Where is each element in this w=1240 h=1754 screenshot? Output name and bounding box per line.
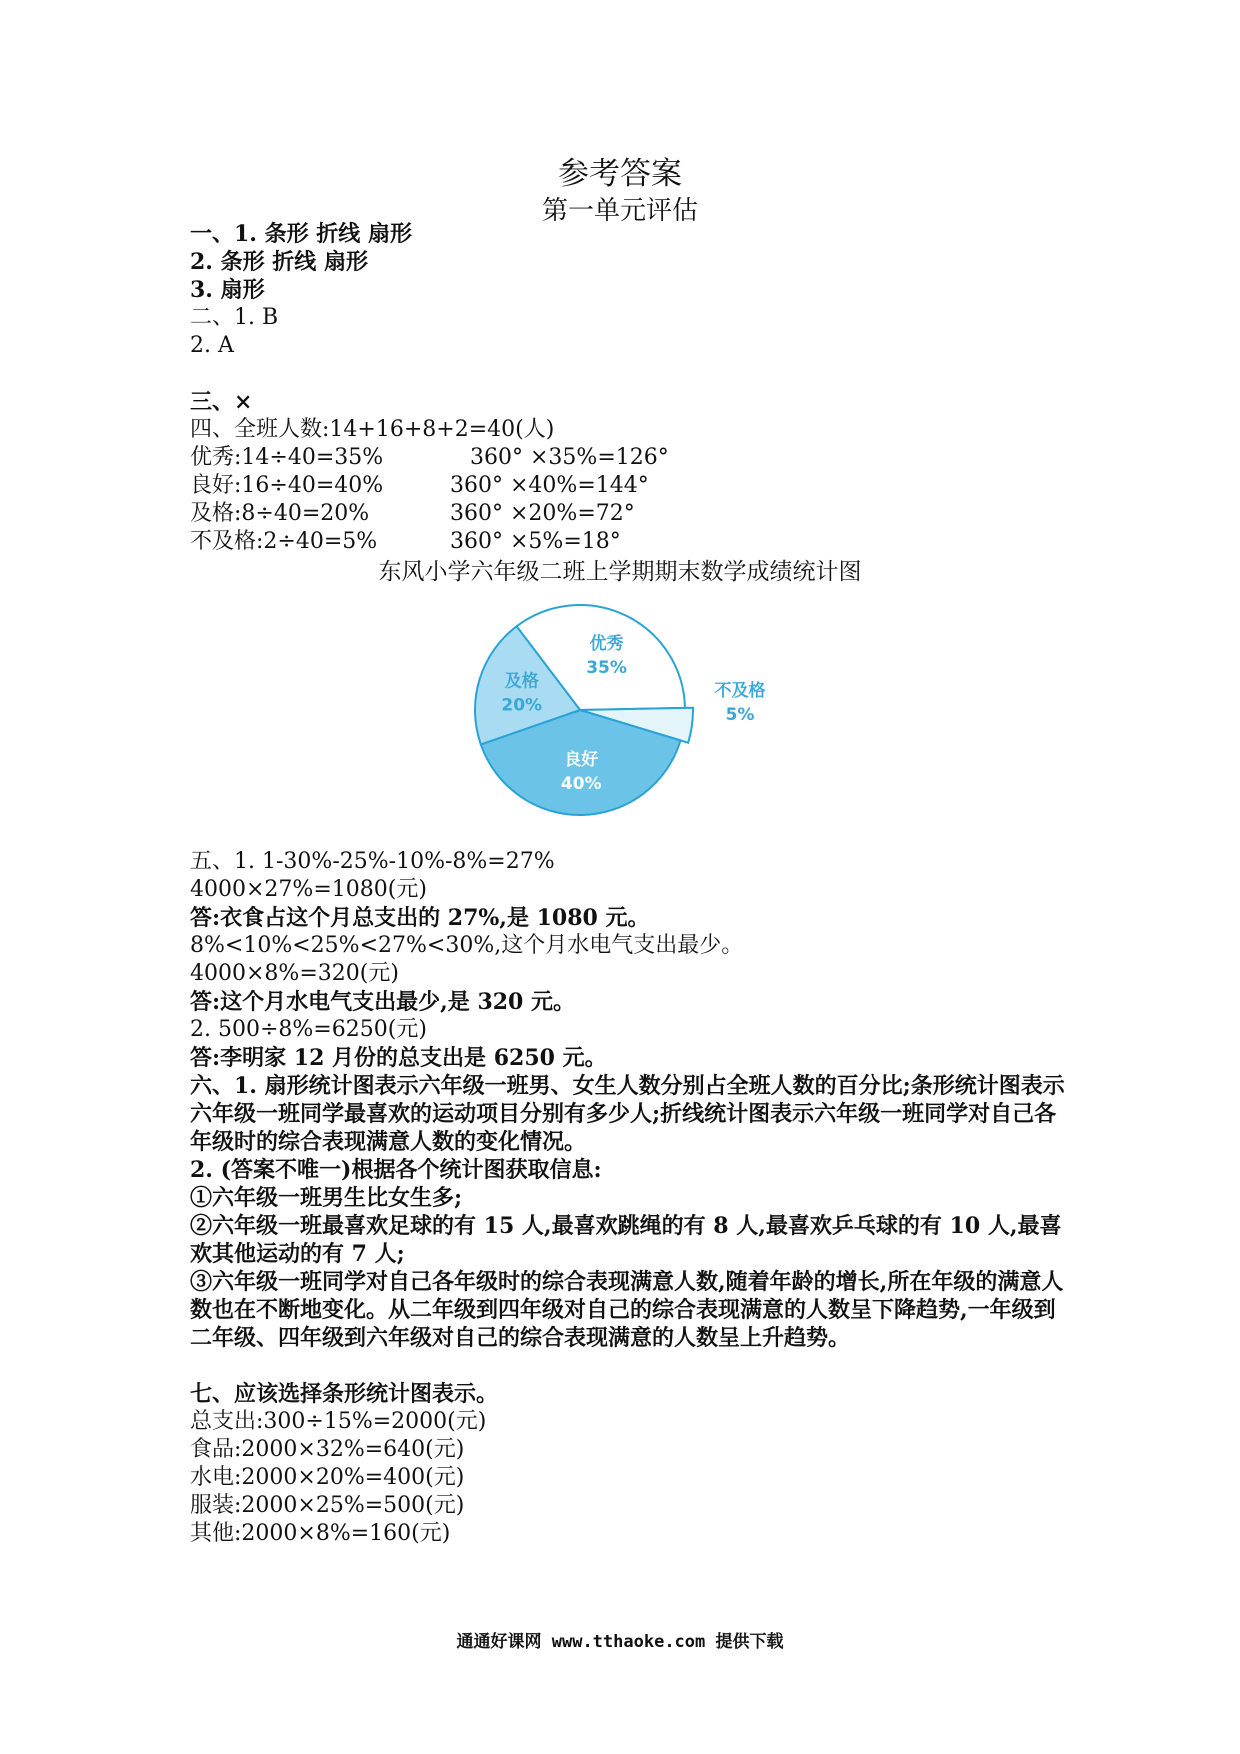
sec6-line3: ①六年级一班男生比女生多; — [190, 1185, 463, 1211]
pie-value-不及格: 5% — [725, 705, 755, 725]
page-title: 参考答案 — [558, 156, 682, 192]
sec7-line3: 食品:2000×32%=640(元) — [190, 1437, 465, 1462]
sec4-row-b: 360° ×40%=144° — [450, 473, 649, 498]
pie-value-优秀: 35% — [586, 658, 627, 679]
sec1-line3: 3. 扇形 — [190, 277, 265, 303]
sec6-line2: 2. (答案不唯一)根据各个统计图获取信息: — [190, 1157, 602, 1183]
sec4-row-b: 360° ×5%=18° — [450, 529, 621, 554]
sec6-para4: ②六年级一班最喜欢足球的有 15 人,最喜欢跳绳的有 8 人,最喜欢乒乓球的有 10 人,最喜欢其他运动的有 7 人; — [190, 1213, 1062, 1267]
sec6-para1: 六、1. 扇形统计图表示六年级一班男、女生人数分别占全班人数的百分比;条形统计图表示六年级一班同学最喜欢的运动项目分别有多少人;折线统计图表示六年级一班同学对自己各年级时的综合表现满意人数的变化情况。 — [190, 1073, 1065, 1155]
sec5-line2: 4000×27%=1080(元) — [190, 877, 427, 902]
sec1-line2: 2. 条形 折线 扇形 — [190, 249, 368, 275]
sec4-row-b: 360° ×35%=126° — [470, 445, 669, 470]
sec7-line6: 其他:2000×8%=160(元) — [190, 1521, 451, 1546]
pie-label-优秀: 优秀 — [589, 634, 624, 655]
sec5-line4: 8%<10%<25%<27%<30%,这个月水电气支出最少。 — [190, 933, 744, 958]
sec4-row-a: 良好:16÷40=40% — [190, 473, 384, 498]
sec2-line1: 二、1. B — [190, 305, 279, 330]
sec5-line3: 答:衣食占这个月总支出的 27%,是 1080 元。 — [190, 905, 650, 931]
sec4-row-b: 360° ×20%=72° — [450, 501, 635, 526]
sec7-line5: 服装:2000×25%=500(元) — [190, 1493, 465, 1518]
sec3-line1: 三、× — [190, 389, 253, 415]
pie-label-及格: 及格 — [504, 671, 539, 692]
pie-label-良好: 良好 — [564, 749, 599, 770]
sec4-row-a: 不及格:2÷40=5% — [190, 529, 378, 554]
sec5-line6: 答:这个月水电气支出最少,是 320 元。 — [190, 989, 576, 1015]
pie-value-及格: 20% — [501, 695, 543, 716]
sec5-line5: 4000×8%=320(元) — [190, 961, 399, 986]
sec5-line8: 答:李明家 12 月份的总支出是 6250 元。 — [190, 1045, 607, 1071]
sec7-line1: 七、应该选择条形统计图表示。 — [190, 1381, 499, 1407]
page-footer: 通通好课网 www.tthaoke.com 提供下载 — [456, 1632, 784, 1652]
sec1-line1: 一、1. 条形 折线 扇形 — [190, 221, 412, 247]
sec4-row-a: 及格:8÷40=20% — [190, 501, 370, 526]
page-subtitle: 第一单元评估 — [541, 196, 698, 226]
pie-value-良好: 40% — [560, 773, 602, 794]
sec5-line7: 2. 500÷8%=6250(元) — [190, 1017, 427, 1042]
sec6-para5: ③六年级一班同学对自己各年级时的综合表现满意人数,随着年龄的增长,所在年级的满意人数也在不断地变化。从二年级到四年级对自己的综合表现满意的人数呈下降趋势,一年级到二年级、四年级到六年级对自己的综合表现满意的人数呈上升趋势。 — [190, 1269, 1064, 1351]
sec7-line2: 总支出:300÷15%=2000(元) — [190, 1409, 487, 1434]
sec4-line1: 四、全班人数:14+16+8+2=40(人) — [190, 417, 555, 442]
sec2-line2: 2. A — [190, 333, 234, 358]
sec5-line1: 五、1. 1-30%-25%-10%-8%=27% — [190, 849, 555, 874]
chart-title: 东风小学六年级二班上学期期末数学成绩统计图 — [378, 559, 862, 585]
sec7-line4: 水电:2000×20%=400(元) — [190, 1465, 465, 1490]
sec4-row-a: 优秀:14÷40=35% — [190, 445, 384, 470]
pie-label-不及格: 不及格 — [714, 681, 766, 701]
